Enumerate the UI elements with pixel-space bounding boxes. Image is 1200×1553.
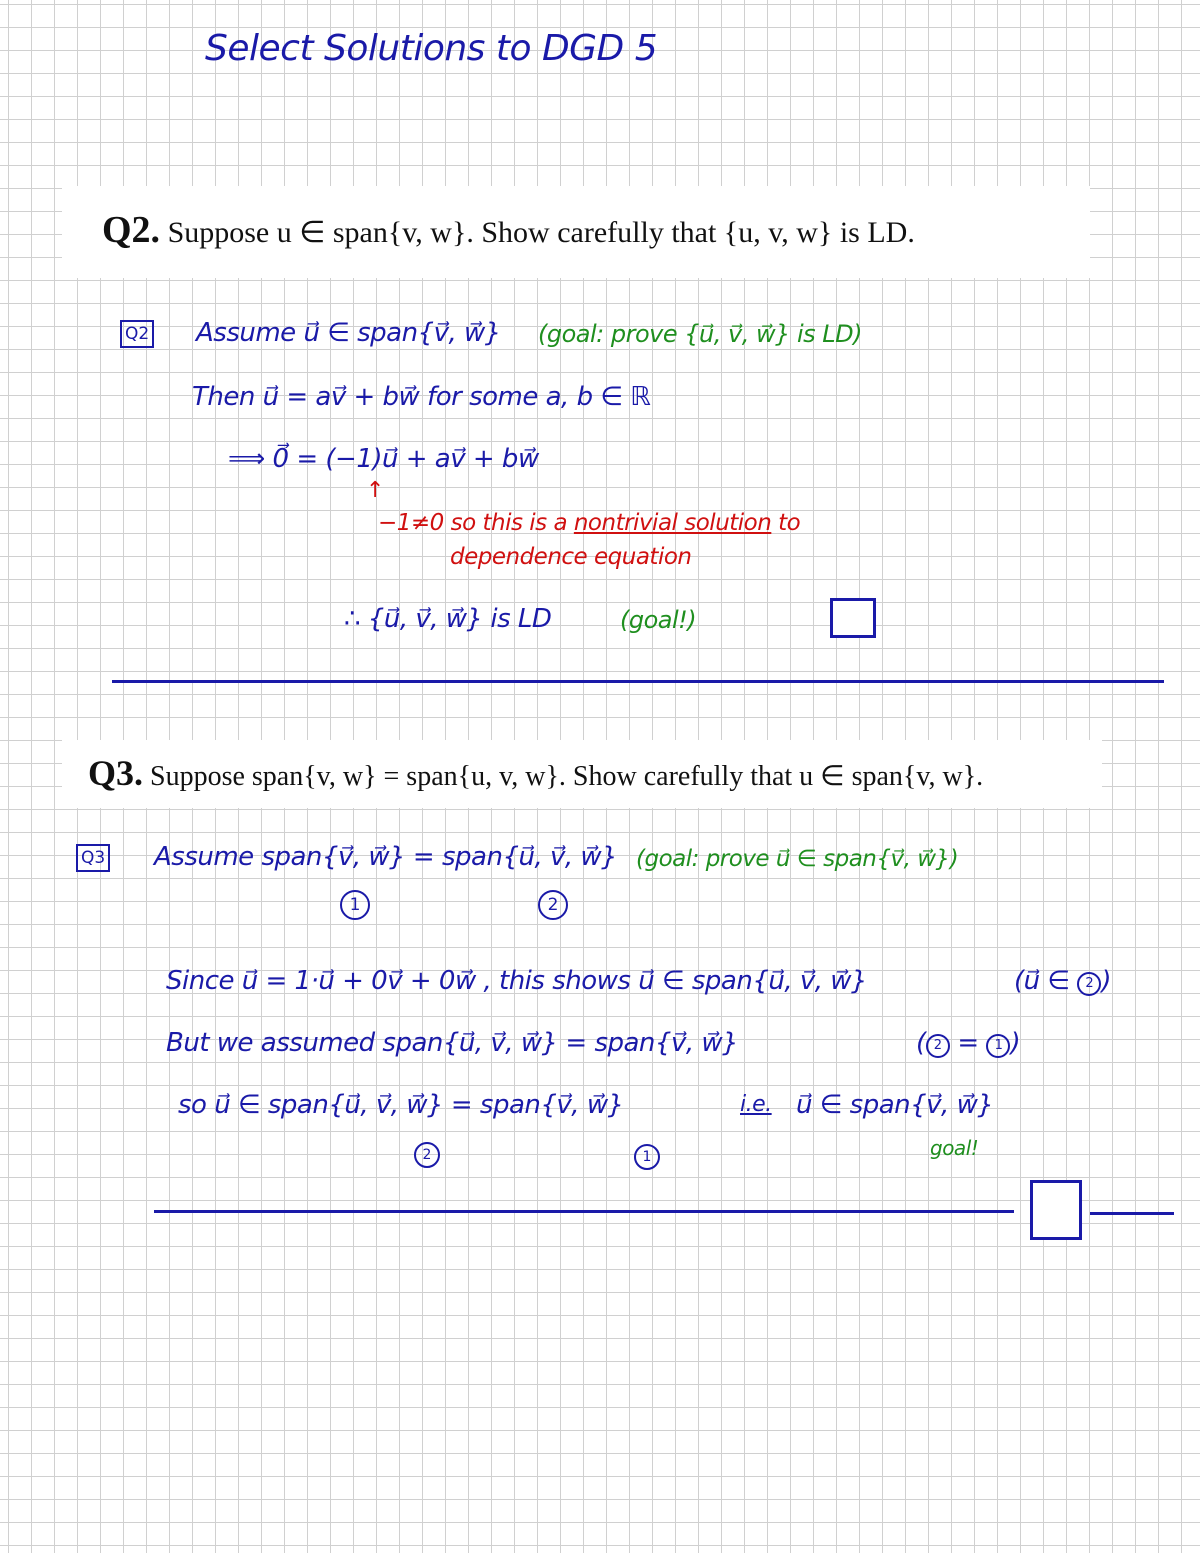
q3-line-2-tail-a: (u⃗ ∈	[1014, 966, 1078, 996]
q2-question-box	[62, 186, 1090, 278]
q2-tag: Q2	[120, 320, 154, 348]
q2-conclusion-goal: (goal!)	[620, 606, 697, 634]
q2-arrow: ↑	[366, 478, 384, 503]
q3-line-3-marker-1: 1	[986, 1034, 1010, 1058]
q3-line-1-goal: (goal: prove u⃗ ∈ span{v⃗, w⃗})	[636, 846, 959, 872]
q3-line-2-tail	[1014, 966, 1111, 996]
q2-note-2: dependence equation	[450, 544, 692, 570]
q3-line-4-marker-1: 1	[634, 1144, 660, 1170]
q3-number: Q3.	[88, 753, 144, 793]
q3-line-3-tail	[916, 1028, 1020, 1058]
q2-line-1-goal: (goal: prove {u⃗, v⃗, w⃗} is LD)	[538, 320, 862, 348]
q2-number: Q2.	[102, 209, 161, 251]
q3-line-3: But we assumed span{u⃗, v⃗, w⃗} = span{v⃗, w⃗}	[166, 1028, 739, 1058]
q3-line-2-marker: 2	[1077, 972, 1101, 996]
q3-line-3-tail-a: (	[916, 1028, 926, 1058]
q3-goal: goal!	[930, 1136, 979, 1160]
q2-note-1a: −1≠0 so this is a	[378, 510, 574, 536]
q3-divider-left	[154, 1210, 1014, 1213]
q3-tag: Q3	[76, 844, 110, 872]
q3-prompt: Suppose span{v, w} = span{u, v, w}. Show carefully that u ∈ span{v, w}.	[150, 761, 984, 792]
q3-line-4-end: u⃗ ∈ span{v⃗, w⃗}	[796, 1090, 994, 1120]
q3-line-3-tail-c: )	[1010, 1028, 1021, 1058]
q2-note-1b: nontrivial solution	[573, 510, 772, 536]
q3-line-4-marker-2: 2	[414, 1142, 440, 1168]
q3-line-2-tail-b: )	[1101, 966, 1111, 996]
q2-prompt: Suppose u ∈ span{v, w}. Show carefully that {u, v, w} is LD.	[167, 216, 915, 249]
q3-question-box	[62, 740, 1102, 808]
q2-line-3: ⟹ 0⃗ = (−1)u⃗ + av⃗ + bw⃗	[228, 444, 539, 474]
q3-divider-right	[1090, 1212, 1174, 1215]
q2-line-2: Then u⃗ = av⃗ + bw⃗ for some a, b ∈ ℝ	[192, 382, 651, 412]
q2-conclusion: ∴ {u⃗, v⃗, w⃗} is LD	[344, 604, 552, 634]
q2-qed-box	[830, 598, 876, 638]
q3-line-4-ie: i.e.	[740, 1092, 772, 1117]
q3-line-3-marker-2: 2	[926, 1034, 950, 1058]
q3-line-3-tail-b: =	[949, 1028, 987, 1058]
q2-divider	[112, 680, 1164, 683]
q2-note-1	[378, 510, 800, 536]
q3-marker-2: 2	[538, 890, 568, 920]
q2-note-1c: to	[771, 510, 801, 536]
q2-line-1: Assume u⃗ ∈ span{v⃗, w⃗}	[196, 318, 501, 348]
q3-qed-box	[1030, 1180, 1082, 1240]
q3-line-2: Since u⃗ = 1·u⃗ + 0v⃗ + 0w⃗ , this shows u⃗ ∈ span{u⃗, v⃗, w⃗}	[166, 966, 868, 996]
q3-marker-1: 1	[340, 890, 370, 920]
q3-line-4: so u⃗ ∈ span{u⃗, v⃗, w⃗} = span{v⃗, w⃗}	[178, 1090, 624, 1120]
q3-line-1: Assume span{v⃗, w⃗} = span{u⃗, v⃗, w⃗}	[154, 842, 618, 872]
page-title: Select Solutions to DGD 5	[205, 28, 658, 69]
